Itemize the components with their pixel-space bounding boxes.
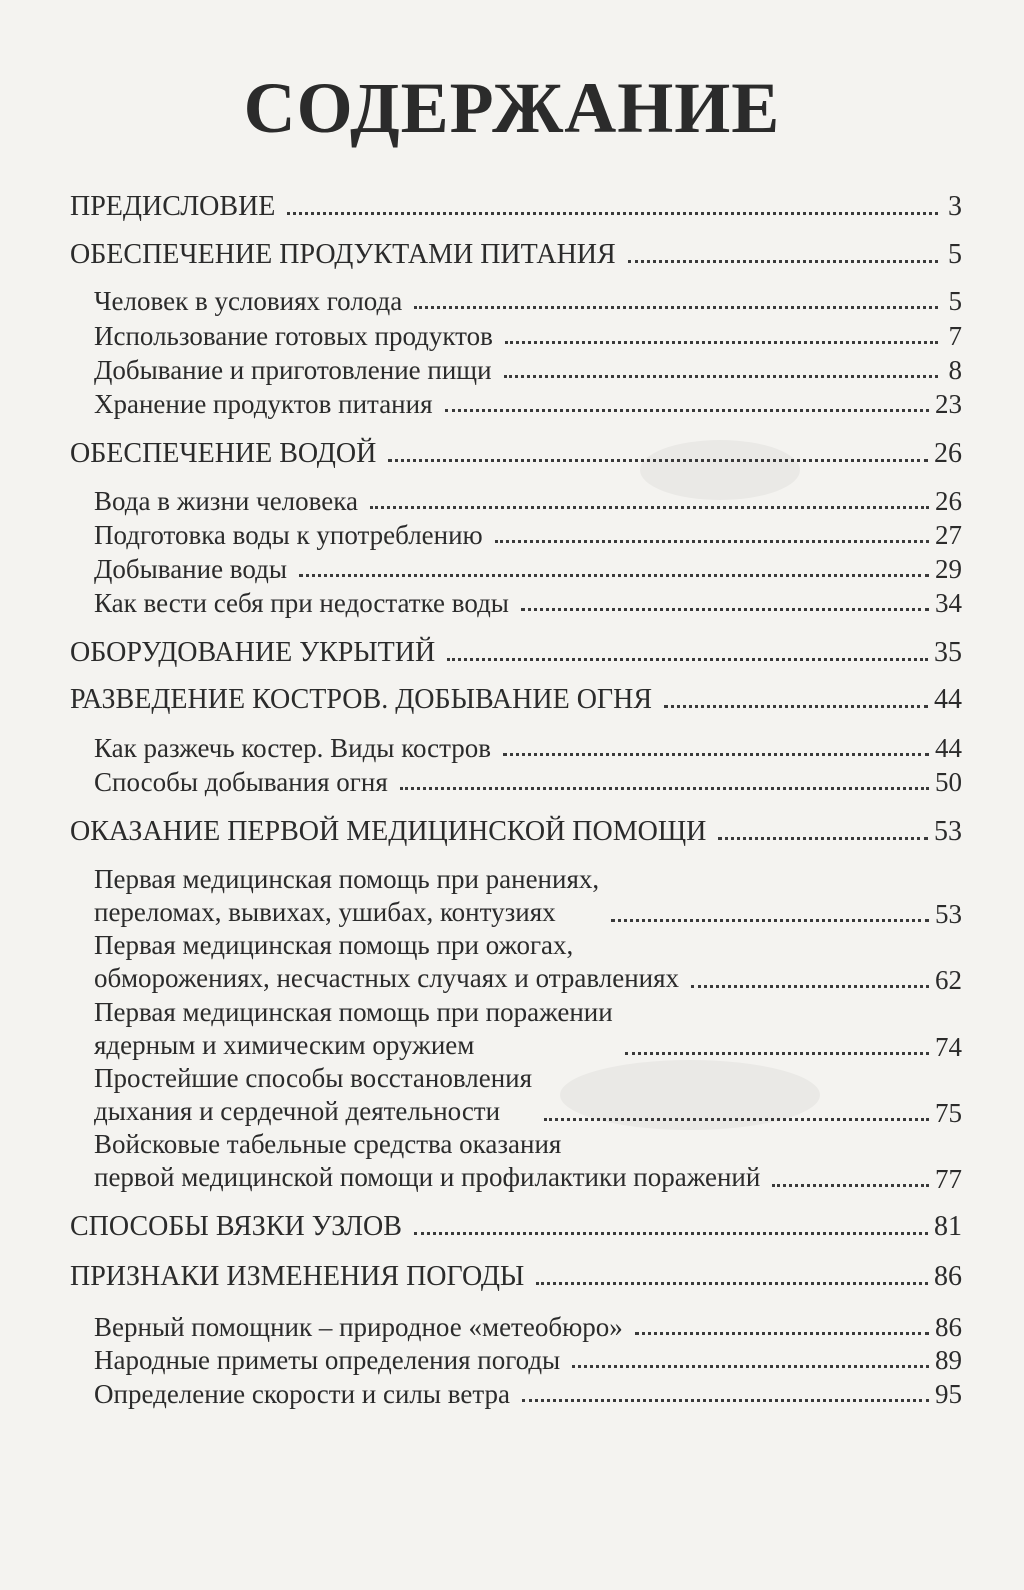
- dot-leader: [572, 1365, 929, 1368]
- toc-page-number: 53: [935, 899, 962, 929]
- toc-section[interactable]: [94, 929, 962, 995]
- toc-entry-label: Народные приметы определения погоды: [94, 1345, 561, 1375]
- toc-page-number: 23: [935, 389, 962, 419]
- toc-page-number: 8: [948, 355, 962, 385]
- toc-entry-label: [94, 929, 679, 995]
- toc-page-number: 7: [948, 321, 962, 351]
- dot-leader: [522, 1399, 929, 1402]
- dot-leader: [664, 705, 928, 708]
- toc-entry-label-line: Первая медицинская помощь при ожогах,: [94, 930, 574, 960]
- toc-section[interactable]: [94, 767, 962, 797]
- toc-section[interactable]: [94, 389, 962, 419]
- toc-section[interactable]: [94, 996, 962, 1062]
- toc-section[interactable]: [94, 1062, 962, 1128]
- dot-leader: [388, 459, 928, 462]
- toc-entry-label-line: Первая медицинская помощь при поражении: [94, 997, 613, 1027]
- toc-section[interactable]: [94, 588, 962, 618]
- toc-entry-label-line: первой медицинской помощи и профилактики поражений: [94, 1162, 761, 1192]
- toc-entry-label: Использование готовых продуктов: [94, 321, 493, 351]
- toc-entry-label-line: ядерным и химическим оружием: [94, 1030, 475, 1060]
- toc-page-number: 5: [948, 239, 962, 270]
- dot-leader: [691, 985, 929, 988]
- toc-entry-label: [94, 1128, 760, 1194]
- dot-leader: [504, 375, 938, 378]
- toc-section[interactable]: [94, 286, 962, 316]
- toc-entry-label: [94, 1062, 532, 1128]
- toc-section[interactable]: [94, 1128, 962, 1194]
- dot-leader: [400, 787, 929, 790]
- toc-page-number: 74: [935, 1032, 962, 1062]
- toc-chapter[interactable]: [70, 685, 962, 715]
- toc-entry-label: Определение скорости и силы ветра: [94, 1379, 510, 1409]
- toc-entry-label: Способы добывания огня: [94, 767, 388, 797]
- toc-entry-label: Как вести себя при недостатке воды: [94, 588, 509, 618]
- toc-page-number: 89: [935, 1345, 962, 1375]
- toc-entry-label: Верный помощник – природное «метеобюро»: [94, 1312, 623, 1342]
- dot-leader: [544, 1118, 929, 1121]
- toc-entry-label: Как разжечь костер. Виды костров: [94, 733, 491, 763]
- toc-page-number: 62: [935, 965, 962, 995]
- toc-entry-label: Человек в условиях голода: [94, 286, 403, 316]
- toc-entry-label: СПОСОБЫ ВЯЗКИ УЗЛОВ: [70, 1211, 402, 1242]
- toc-section[interactable]: [94, 1345, 962, 1375]
- toc-page-number: 34: [935, 588, 962, 618]
- toc-section[interactable]: [94, 321, 962, 351]
- toc-page-number: 27: [935, 520, 962, 550]
- toc-entry-label-line: Первая медицинская помощь при ранениях,: [94, 864, 600, 894]
- toc-page-number: 44: [935, 733, 962, 763]
- toc-chapter[interactable]: [70, 1262, 962, 1292]
- toc-page-number: 95: [935, 1379, 962, 1409]
- dot-leader: [505, 341, 938, 344]
- toc-section[interactable]: [94, 1312, 962, 1342]
- toc-entry-label: ПРИЗНАКИ ИЗМЕНЕНИЯ ПОГОДЫ: [70, 1261, 525, 1292]
- toc-entry-label-line: дыхания и сердечной деятельности: [94, 1096, 501, 1126]
- dot-leader: [503, 753, 929, 756]
- dot-leader: [611, 919, 929, 922]
- toc-entry-label: ОБЕСПЕЧЕНИЕ ВОДОЙ: [70, 438, 377, 469]
- toc-page-number: 29: [935, 554, 962, 584]
- dot-leader: [635, 1332, 929, 1335]
- dot-leader: [718, 837, 928, 840]
- dot-leader: [414, 1232, 928, 1235]
- toc-entry-label: [94, 863, 599, 929]
- dot-leader: [536, 1282, 928, 1285]
- dot-leader: [445, 409, 930, 412]
- toc-page-number: 44: [934, 684, 962, 715]
- toc-entry-label: Хранение продуктов питания: [94, 389, 433, 419]
- toc-page-number: 50: [935, 767, 962, 797]
- toc-section[interactable]: [94, 486, 962, 516]
- toc-entry-label: ПРЕДИСЛОВИЕ: [70, 191, 276, 222]
- toc-page-number: 75: [935, 1098, 962, 1128]
- toc-entry-label: Вода в жизни человека: [94, 486, 358, 516]
- toc-entry-label-line: переломах, вывихах, ушибах, контузиях: [94, 897, 556, 927]
- toc-chapter[interactable]: [70, 192, 962, 222]
- toc-chapter[interactable]: [70, 1212, 962, 1242]
- toc-entry-label-line: Простейшие способы восстановления: [94, 1063, 533, 1093]
- toc-page-number: 35: [934, 637, 962, 668]
- toc-entry-label: РАЗВЕДЕНИЕ КОСТРОВ. ДОБЫВАНИЕ ОГНЯ: [70, 684, 652, 715]
- toc-entry-label: Добывание воды: [94, 554, 287, 584]
- dot-leader: [414, 306, 938, 309]
- toc-chapter[interactable]: [70, 439, 962, 469]
- toc-section[interactable]: [94, 863, 962, 929]
- toc-page-number: 53: [934, 816, 962, 847]
- toc-page-number: 86: [935, 1312, 962, 1342]
- toc-entry-label: ОКАЗАНИЕ ПЕРВОЙ МЕДИЦИНСКОЙ ПОМОЩИ: [70, 816, 707, 847]
- toc-entry-label: [94, 996, 613, 1062]
- toc-section[interactable]: [94, 554, 962, 584]
- toc-section[interactable]: [94, 1379, 962, 1409]
- toc-entry-label: ОБОРУДОВАНИЕ УКРЫТИЙ: [70, 637, 436, 668]
- dot-leader: [495, 540, 929, 543]
- toc-page-number: 26: [934, 438, 962, 469]
- dot-leader: [772, 1184, 929, 1187]
- toc-page-number: 26: [935, 486, 962, 516]
- dot-leader: [521, 608, 929, 611]
- toc-page-number: 3: [948, 191, 962, 222]
- toc-entry-label: Подготовка воды к употреблению: [94, 520, 483, 550]
- dot-leader: [287, 212, 938, 215]
- toc-chapter[interactable]: [70, 817, 962, 847]
- dot-leader: [447, 658, 928, 661]
- page-title: СОДЕРЖАНИЕ: [243, 68, 781, 148]
- toc-section[interactable]: [94, 520, 962, 550]
- dot-leader: [370, 506, 929, 509]
- toc-entry-label-line: Войсковые табельные средства оказания: [94, 1129, 562, 1159]
- toc-chapter[interactable]: [70, 638, 962, 668]
- toc-section[interactable]: [94, 355, 962, 385]
- toc-chapter[interactable]: [70, 240, 962, 270]
- toc-entry-label-line: обморожениях, несчастных случаях и отравлениях: [94, 963, 680, 993]
- dot-leader: [299, 574, 929, 577]
- toc-page-number: 5: [948, 286, 962, 316]
- dot-leader: [628, 260, 938, 263]
- toc-entry-label: Добывание и приготовление пищи: [94, 355, 492, 385]
- toc-page-number: 77: [935, 1164, 962, 1194]
- toc-section[interactable]: [94, 733, 962, 763]
- toc-page-number: 86: [934, 1261, 962, 1292]
- toc-page-number: 81: [934, 1211, 962, 1242]
- toc-entry-label: ОБЕСПЕЧЕНИЕ ПРОДУКТАМИ ПИТАНИЯ: [70, 239, 616, 270]
- dot-leader: [625, 1052, 929, 1055]
